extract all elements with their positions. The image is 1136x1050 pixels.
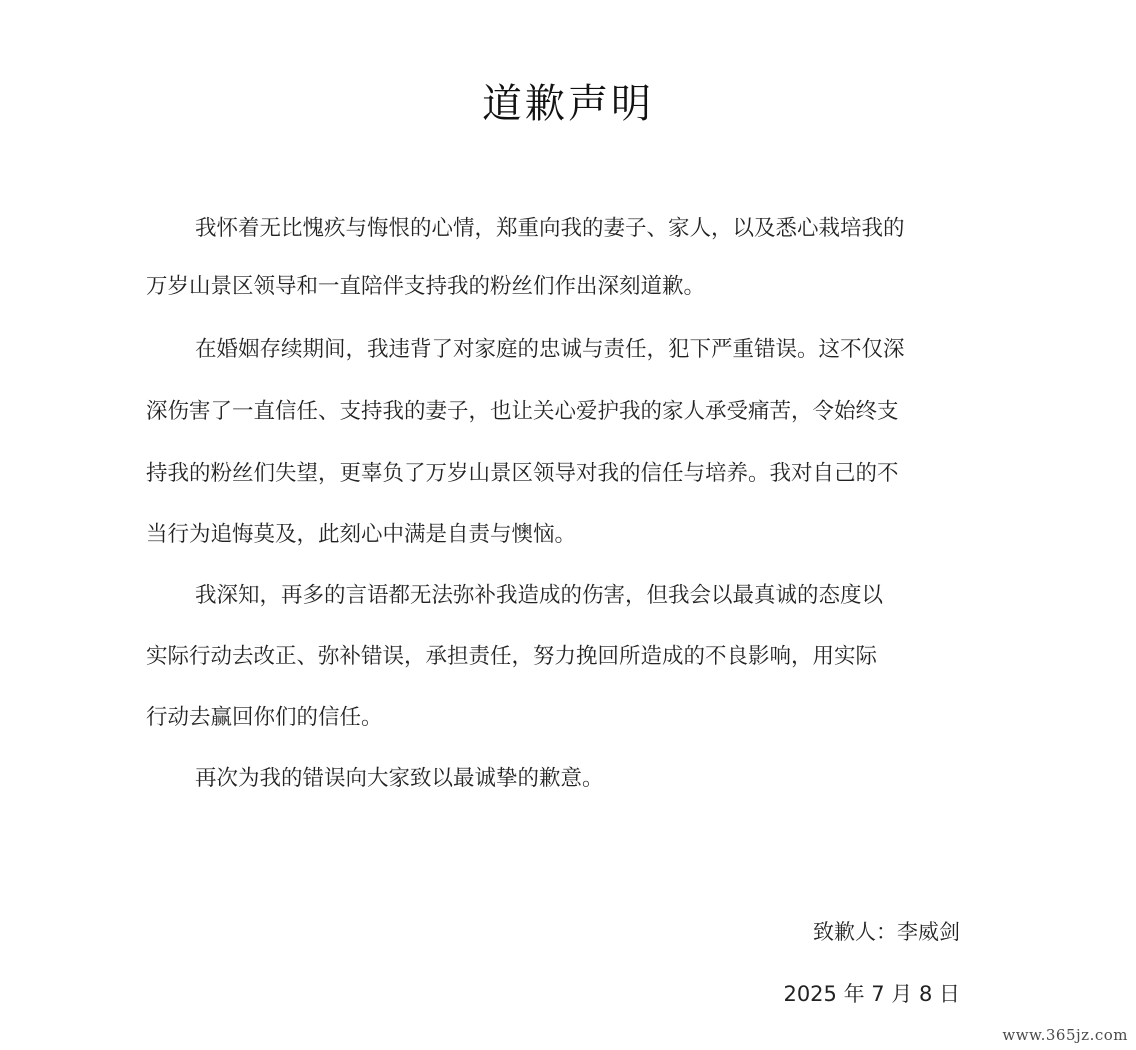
paragraph-3-line-2: 实际行动去改正、弥补错误，承担责任，努力挽回所造成的不良影响，用实际: [146, 644, 878, 669]
site-watermark: www.365jz.com: [1002, 1026, 1128, 1044]
paragraph-2-line-1: 在婚姻存续期间，我违背了对家庭的忠诚与责任，犯下严重错误。这不仅深: [195, 337, 905, 362]
paragraph-3-line-1: 我深知，再多的言语都无法弥补我造成的伤害，但我会以最真诚的态度以: [195, 583, 884, 608]
paragraph-4-line-1: 再次为我的错误向大家致以最诚挚的歉意。: [195, 766, 604, 791]
paragraph-1-line-1: 我怀着无比愧疚与悔恨的心情，郑重向我的妻子、家人，以及悉心栽培我的: [195, 216, 905, 241]
document-title: 道歉声明: [482, 81, 654, 127]
paragraph-3-line-3: 行动去赢回你们的信任。: [146, 705, 383, 730]
signature: 致歉人：李威剑: [813, 920, 960, 944]
paragraph-2-line-3: 持我的粉丝们失望，更辜负了万岁山景区领导对我的信任与培养。我对自己的不: [146, 461, 899, 486]
document-date: 2025 年 7 月 8 日: [783, 982, 960, 1006]
paragraph-2-line-2: 深伤害了一直信任、支持我的妻子，也让关心爱护我的家人承受痛苦，令始终支: [146, 399, 899, 424]
paragraph-1-line-2: 万岁山景区领导和一直陪伴支持我的粉丝们作出深刻道歉。: [146, 274, 706, 299]
paragraph-2-line-4: 当行为追悔莫及，此刻心中满是自责与懊恼。: [146, 522, 577, 547]
